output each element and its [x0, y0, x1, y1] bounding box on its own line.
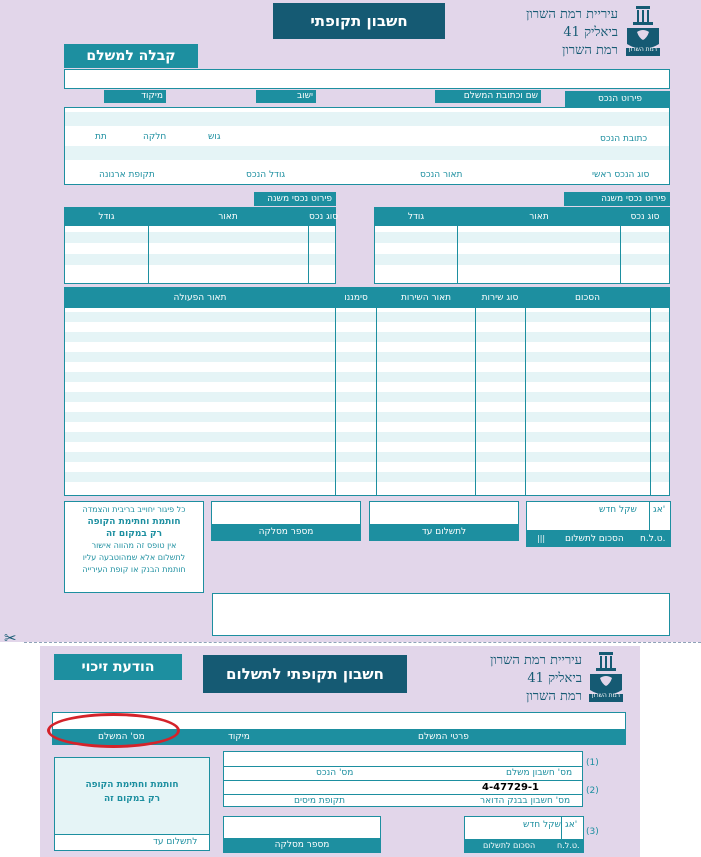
amount-to-pay-label: הסכום לתשלום — [565, 534, 624, 544]
amount-to-pay-label-bottom: הסכום לתשלום — [483, 841, 536, 850]
asset-no-label: מס' הנכס — [316, 768, 354, 778]
municipality-name: עיריית רמת השרון — [490, 653, 582, 668]
pay-until-box[interactable] — [369, 501, 519, 541]
payer-details-label: פרטי המשלם — [418, 732, 469, 742]
payer-name-field[interactable] — [64, 69, 670, 89]
seal-caption: רמת השרון — [591, 692, 621, 699]
municipality-street: ביאליק 41 — [563, 25, 618, 40]
sec-col-type: סוג נכס — [309, 212, 339, 222]
table-row — [65, 412, 669, 422]
table-row — [65, 452, 669, 462]
notice-line: חותמת הבנק או קופת העירייה — [82, 565, 186, 574]
table-row — [65, 392, 669, 402]
asset-size-label: גודל הנכס — [246, 170, 286, 180]
sec-col-type: סוג נכס — [630, 212, 660, 222]
asset-desc-label: תאור הנכס — [420, 170, 463, 180]
scissors-icon: ✂ — [4, 629, 17, 647]
account-details-grid — [223, 751, 583, 807]
agorot-label-bottom: אג' — [565, 820, 578, 830]
amount-box — [526, 501, 671, 547]
asset-stripe — [65, 146, 669, 160]
tax-period-label: תקופת מיסים — [294, 796, 346, 806]
payer-account-label: מס' חשבון משלם — [506, 768, 573, 778]
sec-col-size: גודל — [98, 212, 115, 222]
municipality-address — [480, 6, 618, 60]
col-amount: הסכום — [575, 293, 600, 303]
cut-line — [24, 642, 701, 643]
secondary-assets-left-title: פירוט נכסי משנה — [254, 192, 336, 206]
col-action-desc: תאור הפעולה — [173, 293, 227, 303]
table-row — [65, 332, 669, 342]
secondary-assets-table-right — [374, 207, 670, 284]
notice-line: חותמת וחתימת הקופה — [87, 517, 181, 527]
barcode-mark: ||| — [537, 534, 546, 543]
table-row — [65, 432, 669, 442]
municipality-name: עיריית רמת השרון — [526, 7, 618, 22]
municipality-city: רמת השרון — [526, 689, 582, 704]
stamp-line-1: חותמת וחתימת הקופה — [85, 780, 179, 790]
payment-slip-title: חשבון תקופתי לתשלום — [203, 655, 407, 693]
arnona-period-label: תקופת ארנונה — [99, 170, 155, 180]
amount-box-bottom — [464, 816, 584, 853]
asset-address-label: כתובת הנכס — [600, 134, 648, 144]
payer-no-label: מס' המשלם — [98, 732, 145, 742]
clearing-no-label-bottom: מספר מסלקה — [224, 838, 380, 852]
clearing-box[interactable] — [211, 501, 361, 541]
settlement-label: ישוב — [256, 90, 316, 103]
col-service-type: סוג שירות — [481, 293, 519, 303]
payer-name-address-label: שם וכתובת המשלם — [435, 90, 541, 103]
tlt-label: ט.ל.ח. — [640, 534, 666, 544]
asset-type-main-label: סוג הנכס ראשי — [592, 170, 650, 180]
stamp-line-2: רק במקום זה — [103, 794, 161, 804]
table-row — [65, 472, 669, 482]
asset-stripe — [65, 112, 669, 126]
notice-line: לתשלום אלא שמהוטבעה עליו — [82, 553, 186, 562]
sec-col-desc: תאור — [218, 212, 238, 222]
notice-line: רק במקום זה — [105, 529, 163, 539]
notice-line: אין טופס זה מהווה אישור — [91, 541, 177, 550]
sec-col-desc: תאור — [529, 212, 549, 222]
highlight-oval-payer-no — [47, 713, 180, 748]
pay-until-label: לתשלום עד — [370, 524, 518, 540]
table-row — [65, 312, 669, 322]
secondary-assets-right-title: פירוט נכסי משנה — [564, 192, 670, 206]
cashier-stamp-box — [54, 757, 210, 851]
row-number-2: (2) — [586, 786, 599, 796]
bank-stamp-area — [212, 593, 670, 636]
table-row — [65, 372, 669, 382]
tat-label: תת — [95, 132, 107, 142]
notice-line: כל פיגור יחוייב בריבית והצמדה — [82, 505, 186, 514]
services-table — [64, 287, 670, 496]
tlt-label-bottom: ט.ל.ח. — [557, 841, 580, 850]
row-number-3: (3) — [586, 827, 599, 837]
receipt-title: קבלה למשלם — [64, 44, 198, 68]
new-shekel-label: שקל חדש — [599, 505, 637, 515]
clearing-box-bottom[interactable] — [223, 816, 381, 853]
sec-col-size: גודל — [407, 212, 425, 222]
zip-label-bottom: מיקוד — [228, 732, 250, 742]
municipality-street: ביאליק 41 — [527, 671, 582, 686]
municipality-city: רמת השרון — [562, 43, 618, 58]
table-row — [65, 352, 669, 362]
agorot-label: אג' — [653, 505, 666, 515]
helka-label: חלקה — [143, 132, 167, 142]
col-ref: סימננו — [344, 293, 368, 303]
clearing-no-label: מספר מסלקה — [212, 524, 360, 540]
payment-notice — [64, 501, 204, 593]
page-title: חשבון תקופתי — [273, 3, 445, 39]
col-service-desc: תאור השירות — [400, 293, 452, 303]
zip-label: מיקוד — [104, 90, 166, 103]
municipality-address-bottom — [444, 652, 582, 706]
secondary-assets-table-left — [64, 207, 339, 284]
gush-label: גוש — [208, 132, 221, 142]
credit-notice-title: הודעת זיכוי — [54, 654, 182, 680]
postal-account-label: מס' חשבון בבנק הדואר — [480, 796, 571, 806]
new-shekel-label-bottom: שקל חדש — [523, 820, 561, 830]
account-value: 4-47729-1 — [482, 782, 540, 793]
seal-caption: רמת השרון — [628, 46, 658, 53]
pay-until-label-bottom: לתשלום עד — [153, 837, 198, 847]
asset-details-label: פירוט הנכס — [565, 91, 670, 107]
row-number-1: (1) — [586, 758, 599, 768]
